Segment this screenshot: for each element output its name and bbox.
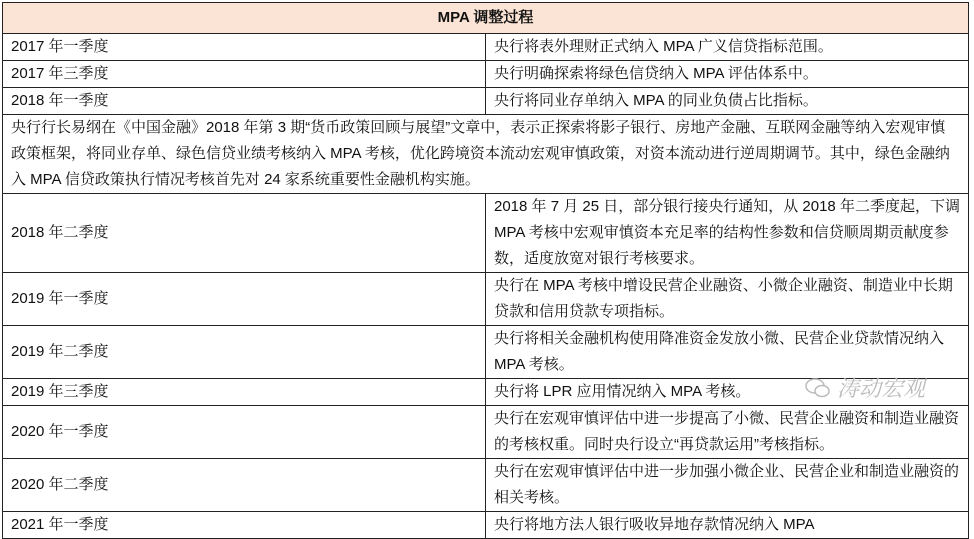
table-row — [3, 512, 969, 539]
table-header-row — [3, 3, 969, 34]
description-cell: 央行在宏观审慎评估中进一步加强小微企业、民营企业和制造业融资的相关考核。 — [486, 459, 969, 512]
description-cell: 央行在 MPA 考核中增设民营企业融资、小微企业融资、制造业中长期贷款和信用贷款专项指标。 — [486, 273, 969, 326]
description-cell: 央行将表外理财正式纳入 MPA 广义信贷指标范围。 — [486, 34, 969, 61]
table-row — [3, 88, 969, 115]
description-cell: 央行将同业存单纳入 MPA 的同业负债占比指标。 — [486, 88, 969, 115]
table-title: MPA 调整过程 — [3, 3, 969, 34]
table-row — [3, 273, 969, 326]
table-row — [3, 459, 969, 512]
merged-note-row — [3, 115, 969, 194]
period-cell: 2017 年一季度 — [3, 34, 486, 61]
description-cell: 央行在宏观审慎评估中进一步提高了小微、民营企业融资和制造业融资的考核权重。同时央行设立“再贷款运用”考核指标。 — [486, 406, 969, 459]
period-cell: 2019 年三季度 — [3, 379, 486, 406]
mpa-adjustment-table — [2, 2, 969, 539]
period-cell: 2020 年一季度 — [3, 406, 486, 459]
merged-note-cell: 央行行长易纲在《中国金融》2018 年第 3 期“货币政策回顾与展望”文章中，表示正探索将影子银行、房地产金融、互联网金融等纳入宏观审慎政策框架，将同业存单、绿色信贷业绩考核纳入 MPA 考核，优化跨境资本流动宏观审慎政策，对资本流动进行逆周期调节。其中，绿色金融纳入 MPA 信贷政策执行情况考核首先对 24 家系统重要性金融机构实施。 — [3, 115, 969, 194]
description-cell: 央行将地方法人银行吸收异地存款情况纳入 MPA — [486, 512, 969, 539]
period-cell: 2021 年一季度 — [3, 512, 486, 539]
description-cell: 央行将相关金融机构使用降准资金发放小微、民营企业贷款情况纳入 MPA 考核。 — [486, 326, 969, 379]
period-cell: 2018 年二季度 — [3, 194, 486, 273]
period-cell: 2019 年一季度 — [3, 273, 486, 326]
description-cell: 央行明确探索将绿色信贷纳入 MPA 评估体系中。 — [486, 61, 969, 88]
period-cell: 2017 年三季度 — [3, 61, 486, 88]
table-row — [3, 61, 969, 88]
table-row — [3, 194, 969, 273]
period-cell: 2020 年二季度 — [3, 459, 486, 512]
description-cell: 2018 年 7 月 25 日，部分银行接央行通知，从 2018 年二季度起，下调 MPA 考核中宏观审慎资本充足率的结构性参数和信贷顺周期贡献度参数，适度放宽对银行考核要求。 — [486, 194, 969, 273]
period-cell: 2019 年二季度 — [3, 326, 486, 379]
table-row — [3, 34, 969, 61]
description-cell: 央行将 LPR 应用情况纳入 MPA 考核。 — [486, 379, 969, 406]
table-row — [3, 326, 969, 379]
table-row — [3, 406, 969, 459]
wechat-icon — [805, 377, 831, 399]
watermark-text: 涛动宏观 — [837, 376, 926, 401]
watermark — [805, 372, 925, 403]
period-cell: 2018 年一季度 — [3, 88, 486, 115]
